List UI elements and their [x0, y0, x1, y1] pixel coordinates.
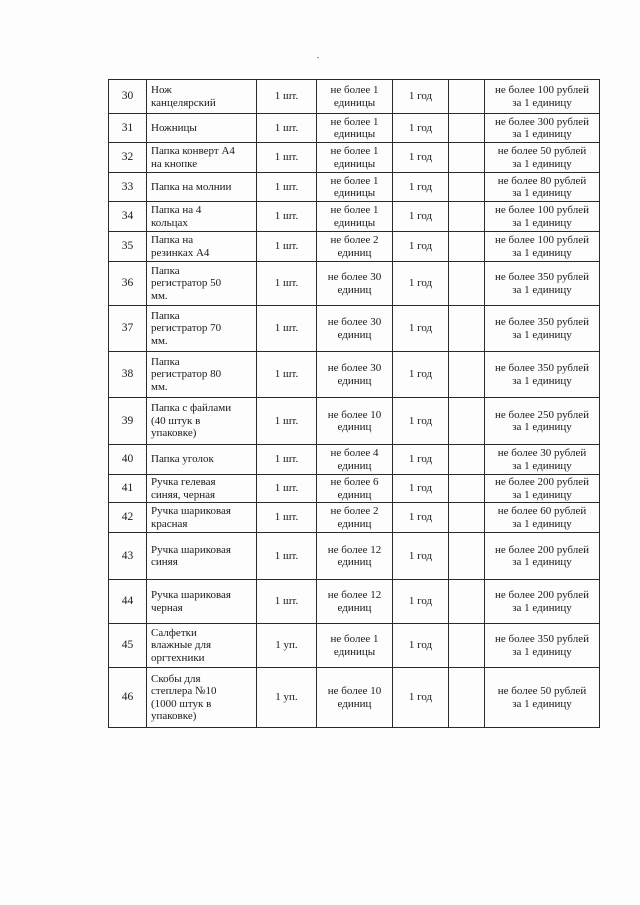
item-quantity — [317, 624, 393, 668]
empty-cell — [449, 475, 485, 503]
item-name-line: Папка конверт А4 — [151, 145, 235, 157]
item-term: 1 год — [393, 202, 449, 232]
item-price — [485, 80, 600, 114]
empty-cell — [449, 580, 485, 624]
item-name-line: упаковке) — [151, 427, 197, 440]
item-quantity — [317, 580, 393, 624]
item-price-line: не более 200 рублей — [494, 543, 589, 556]
row-number: 46 — [109, 668, 147, 728]
item-name-line: регистратор 80 — [151, 368, 222, 381]
item-price-line: не более 80 рублей — [497, 174, 587, 187]
item-term: 1 год — [393, 533, 449, 580]
table-row — [109, 475, 600, 503]
item-price-line: за 1 единицу — [512, 157, 572, 170]
item-quantity — [317, 398, 393, 445]
empty-cell — [449, 624, 485, 668]
item-name-line: Папка на 4 — [151, 204, 202, 216]
row-number: 33 — [109, 173, 147, 202]
item-term: 1 год — [393, 398, 449, 445]
item-name — [147, 114, 257, 143]
scan-speck — [317, 57, 319, 58]
item-price-line: за 1 единицу — [512, 128, 572, 140]
item-quantity-line: единиц — [337, 421, 372, 433]
item-quantity — [317, 262, 393, 306]
row-number: 32 — [109, 143, 147, 173]
item-quantity-line: не более 12 — [327, 589, 382, 601]
item-unit: 1 уп. — [257, 668, 317, 728]
table-row — [109, 352, 600, 398]
row-number: 34 — [109, 202, 147, 232]
item-name — [147, 503, 257, 533]
table-row — [109, 262, 600, 306]
row-number: 41 — [109, 475, 147, 503]
item-term: 1 год — [393, 143, 449, 173]
item-price — [485, 580, 600, 624]
item-name-line: синяя, черная — [151, 488, 216, 501]
item-unit: 1 шт. — [257, 232, 317, 262]
item-price-line: не более 200 рублей — [494, 589, 589, 601]
item-price-line: за 1 единицу — [512, 187, 572, 199]
item-name — [147, 80, 257, 114]
item-price-line: не более 350 рублей — [494, 316, 589, 328]
row-number: 43 — [109, 533, 147, 580]
item-name-line: упаковке) — [151, 710, 197, 722]
item-price-line: не более 60 рублей — [497, 505, 587, 517]
item-quantity-line: не более 6 — [330, 476, 379, 488]
item-price — [485, 533, 600, 580]
empty-cell — [449, 262, 485, 306]
item-price-line: не более 100 рублей — [494, 234, 589, 246]
item-price — [485, 232, 600, 262]
item-term: 1 год — [393, 624, 449, 668]
item-quantity — [317, 503, 393, 533]
item-quantity-line: единицы — [333, 96, 376, 109]
table-row — [109, 80, 600, 114]
item-price-line: за 1 единицу — [512, 601, 572, 614]
item-price-line: не более 100 рублей — [494, 204, 589, 216]
item-quantity — [317, 114, 393, 143]
item-name — [147, 232, 257, 262]
item-quantity-line: не более 2 — [330, 505, 379, 517]
table-row — [109, 533, 600, 580]
item-quantity — [317, 202, 393, 232]
item-price-line: не более 300 рублей — [494, 115, 589, 128]
item-price — [485, 202, 600, 232]
row-number: 42 — [109, 503, 147, 533]
item-term: 1 год — [393, 668, 449, 728]
item-name — [147, 306, 257, 352]
item-price — [485, 624, 600, 668]
item-price-line: за 1 единицу — [512, 216, 572, 229]
item-term: 1 год — [393, 352, 449, 398]
item-quantity-line: единицы — [333, 645, 376, 658]
item-price-line: за 1 единицу — [512, 517, 572, 530]
item-unit: 1 шт. — [257, 475, 317, 503]
table-row — [109, 306, 600, 352]
item-unit: 1 шт. — [257, 306, 317, 352]
item-quantity-line: не более 1 — [330, 633, 379, 645]
item-price-line: за 1 единицу — [512, 488, 572, 501]
item-quantity-line: единицы — [333, 157, 376, 170]
item-name — [147, 202, 257, 232]
item-quantity-line: не более 1 — [330, 84, 379, 96]
item-quantity-line: не более 12 — [327, 543, 382, 556]
item-name — [147, 475, 257, 503]
row-number: 45 — [109, 624, 147, 668]
item-term: 1 год — [393, 306, 449, 352]
item-unit: 1 шт. — [257, 173, 317, 202]
item-price-line: за 1 единицу — [512, 374, 572, 387]
item-name-line: влажные для — [151, 639, 212, 652]
item-name-line: черная — [151, 601, 183, 614]
item-name-line: (1000 штук в — [151, 697, 212, 710]
item-name — [147, 143, 257, 173]
item-name-line: Папка на молнии — [151, 180, 232, 193]
item-name-line: Нож — [151, 84, 172, 96]
item-term: 1 год — [393, 475, 449, 503]
item-unit: 1 шт. — [257, 352, 317, 398]
empty-cell — [449, 232, 485, 262]
empty-cell — [449, 398, 485, 445]
table-row — [109, 445, 600, 475]
item-unit: 1 шт. — [257, 533, 317, 580]
item-quantity-line: не более 30 — [327, 362, 382, 374]
item-quantity-line: не более 10 — [327, 408, 382, 421]
item-name-line: Папка — [151, 264, 180, 277]
item-quantity-line: единиц — [337, 601, 372, 614]
item-unit: 1 шт. — [257, 262, 317, 306]
item-price-line: за 1 единицу — [512, 96, 572, 109]
item-quantity — [317, 668, 393, 728]
item-quantity — [317, 352, 393, 398]
item-quantity-line: не более 2 — [330, 234, 379, 246]
item-quantity — [317, 445, 393, 475]
item-name — [147, 580, 257, 624]
item-quantity — [317, 306, 393, 352]
table-row — [109, 202, 600, 232]
item-quantity-line: единиц — [337, 328, 372, 341]
item-term: 1 год — [393, 114, 449, 143]
item-quantity-line: не более 1 — [330, 174, 379, 187]
item-unit: 1 уп. — [257, 624, 317, 668]
item-name-line: регистратор 50 — [151, 277, 222, 290]
item-price-line: не более 50 рублей — [497, 145, 587, 157]
item-price — [485, 503, 600, 533]
item-name — [147, 445, 257, 475]
item-name-line: Скобы для — [151, 672, 201, 685]
item-name-line: Ножницы — [151, 121, 197, 134]
item-quantity-line: не более 1 — [330, 115, 379, 128]
row-number: 35 — [109, 232, 147, 262]
table-row — [109, 173, 600, 202]
item-price-line: не более 100 рублей — [494, 84, 589, 96]
item-price — [485, 114, 600, 143]
item-term: 1 год — [393, 503, 449, 533]
item-quantity-line: единиц — [337, 517, 372, 530]
item-name — [147, 533, 257, 580]
empty-cell — [449, 445, 485, 475]
item-name — [147, 624, 257, 668]
item-price — [485, 475, 600, 503]
item-name-line: Салфетки — [151, 626, 197, 639]
item-name — [147, 668, 257, 728]
item-name — [147, 173, 257, 202]
item-quantity — [317, 475, 393, 503]
item-price — [485, 306, 600, 352]
table-row — [109, 114, 600, 143]
item-quantity — [317, 232, 393, 262]
item-name-line: Ручка шариковая — [151, 589, 231, 601]
item-term: 1 год — [393, 173, 449, 202]
item-quantity-line: единиц — [337, 246, 372, 259]
item-name-line: Папка уголок — [151, 453, 214, 466]
item-price — [485, 262, 600, 306]
item-name-line: мм. — [151, 289, 168, 302]
item-name-line: резинках А4 — [151, 246, 210, 259]
item-quantity-line: не более 30 — [327, 271, 382, 283]
item-price-line: за 1 единицу — [512, 328, 572, 341]
row-number: 36 — [109, 262, 147, 306]
table-row — [109, 503, 600, 533]
item-price-line: за 1 единицу — [512, 697, 572, 710]
item-name-line: синяя — [151, 556, 178, 568]
item-term: 1 год — [393, 232, 449, 262]
supplies-table — [108, 79, 600, 728]
table-body — [109, 80, 600, 728]
item-name-line: канцелярский — [151, 96, 216, 109]
item-quantity-line: не более 10 — [327, 685, 382, 697]
item-price — [485, 173, 600, 202]
table-row — [109, 232, 600, 262]
item-name-line: Папка с файлами — [151, 402, 232, 415]
empty-cell — [449, 533, 485, 580]
item-quantity-line: не более 4 — [330, 447, 379, 459]
item-price-line: не более 200 рублей — [494, 476, 589, 488]
item-quantity-line: единиц — [337, 697, 372, 710]
item-name-line: Папка на — [151, 234, 194, 246]
row-number: 40 — [109, 445, 147, 475]
item-name-line: мм. — [151, 334, 168, 347]
item-price-line: за 1 единицу — [512, 246, 572, 259]
item-name — [147, 262, 257, 306]
item-name-line: регистратор 70 — [151, 322, 222, 335]
item-quantity-line: единицы — [333, 187, 376, 199]
item-name-line: Папка — [151, 355, 180, 368]
item-quantity-line: единицы — [333, 128, 376, 140]
item-quantity-line: единицы — [333, 216, 376, 229]
row-number: 30 — [109, 80, 147, 114]
empty-cell — [449, 143, 485, 173]
item-name-line: (40 штук в — [151, 414, 201, 427]
item-price-line: не более 350 рублей — [494, 271, 589, 283]
item-unit: 1 шт. — [257, 445, 317, 475]
item-term: 1 год — [393, 445, 449, 475]
table-row — [109, 143, 600, 173]
item-price — [485, 445, 600, 475]
item-unit: 1 шт. — [257, 114, 317, 143]
item-unit: 1 шт. — [257, 143, 317, 173]
row-number: 38 — [109, 352, 147, 398]
table-row — [109, 624, 600, 668]
table-row — [109, 668, 600, 728]
item-name-line: оргтехники — [151, 651, 205, 664]
row-number: 44 — [109, 580, 147, 624]
table-row — [109, 398, 600, 445]
item-name-line: степлера №10 — [151, 685, 217, 697]
item-price — [485, 398, 600, 445]
table-row — [109, 580, 600, 624]
item-unit: 1 шт. — [257, 202, 317, 232]
item-quantity — [317, 80, 393, 114]
empty-cell — [449, 668, 485, 728]
item-price — [485, 668, 600, 728]
empty-cell — [449, 114, 485, 143]
item-quantity-line: единиц — [337, 459, 372, 472]
row-number: 39 — [109, 398, 147, 445]
item-name-line: Ручка гелевая — [151, 476, 216, 488]
empty-cell — [449, 503, 485, 533]
item-name-line: кольцах — [151, 216, 188, 229]
item-quantity — [317, 533, 393, 580]
item-name-line: Ручка шариковая — [151, 505, 231, 517]
item-price-line: за 1 единицу — [512, 556, 572, 568]
empty-cell — [449, 173, 485, 202]
item-quantity-line: не более 30 — [327, 316, 382, 328]
item-term: 1 год — [393, 80, 449, 114]
row-number: 37 — [109, 306, 147, 352]
item-quantity-line: единиц — [337, 488, 372, 501]
item-price-line: не более 250 рублей — [494, 408, 589, 421]
item-quantity-line: единиц — [337, 374, 372, 387]
item-unit: 1 шт. — [257, 80, 317, 114]
item-name — [147, 352, 257, 398]
item-price-line: за 1 единицу — [512, 421, 572, 433]
item-quantity — [317, 143, 393, 173]
item-unit: 1 шт. — [257, 503, 317, 533]
item-price-line: не более 350 рублей — [494, 362, 589, 374]
item-name-line: мм. — [151, 380, 168, 393]
item-price — [485, 352, 600, 398]
item-name-line: красная — [151, 517, 188, 530]
empty-cell — [449, 202, 485, 232]
item-price-line: не более 350 рублей — [494, 633, 589, 645]
item-unit: 1 шт. — [257, 398, 317, 445]
item-price-line: за 1 единицу — [512, 283, 572, 296]
item-price-line: за 1 единицу — [512, 645, 572, 658]
item-quantity-line: не более 1 — [330, 145, 379, 157]
item-price-line: за 1 единицу — [512, 459, 572, 472]
item-name — [147, 398, 257, 445]
empty-cell — [449, 352, 485, 398]
item-price-line: не более 50 рублей — [497, 685, 587, 697]
item-name-line: Папка — [151, 309, 180, 322]
item-name-line: Ручка шариковая — [151, 543, 231, 556]
item-term: 1 год — [393, 262, 449, 306]
empty-cell — [449, 80, 485, 114]
empty-cell — [449, 306, 485, 352]
item-quantity-line: единиц — [337, 556, 372, 568]
item-price-line: не более 30 рублей — [497, 447, 587, 459]
item-name-line: на кнопке — [151, 157, 198, 170]
item-quantity — [317, 173, 393, 202]
row-number: 31 — [109, 114, 147, 143]
item-quantity-line: единиц — [337, 283, 372, 296]
item-unit: 1 шт. — [257, 580, 317, 624]
item-price — [485, 143, 600, 173]
item-term: 1 год — [393, 580, 449, 624]
item-quantity-line: не более 1 — [330, 204, 379, 216]
